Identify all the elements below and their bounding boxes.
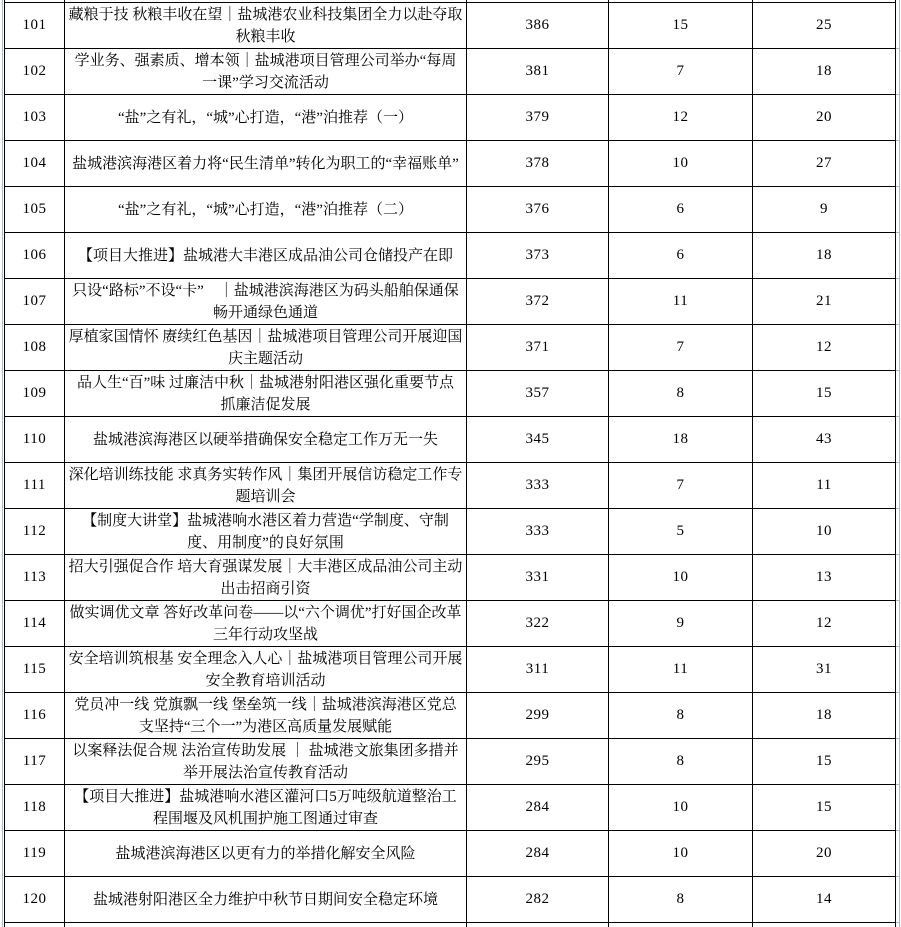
value-cell-1[interactable]: 378 bbox=[467, 141, 609, 187]
table-row-sliver-bottom bbox=[467, 923, 609, 927]
value-cell-3[interactable]: 43 bbox=[753, 417, 896, 463]
value-cell-2[interactable]: 8 bbox=[609, 693, 753, 739]
value-cell-3[interactable]: 12 bbox=[753, 325, 896, 371]
value-cell-2[interactable]: 11 bbox=[609, 647, 753, 693]
title-cell[interactable]: 【制度大讲堂】盐城港响水港区着力营造“学制度、守制度、用制度”的良好氛围 bbox=[65, 509, 467, 555]
value-cell-2[interactable]: 11 bbox=[609, 279, 753, 325]
title-cell[interactable]: “盐”之有礼，“城”心打造，“港”泊推荐（二） bbox=[65, 187, 467, 233]
title-cell[interactable]: 盐城港射阳港区全力维护中秋节日期间安全稳定环境 bbox=[65, 877, 467, 923]
row-number-cell[interactable]: 119 bbox=[5, 831, 65, 877]
value-cell-1[interactable]: 284 bbox=[467, 831, 609, 877]
row-number-cell[interactable]: 118 bbox=[5, 785, 65, 831]
value-cell-2[interactable]: 8 bbox=[609, 877, 753, 923]
value-cell-1[interactable]: 357 bbox=[467, 371, 609, 417]
value-cell-1[interactable]: 386 bbox=[467, 3, 609, 49]
row-number-cell[interactable]: 120 bbox=[5, 877, 65, 923]
row-number-cell[interactable]: 102 bbox=[5, 49, 65, 95]
row-number-cell[interactable]: 114 bbox=[5, 601, 65, 647]
row-number-cell[interactable]: 110 bbox=[5, 417, 65, 463]
value-cell-1[interactable]: 299 bbox=[467, 693, 609, 739]
title-cell[interactable]: 党员冲一线 党旗飘一线 堡垒筑一线｜盐城港滨海港区党总支坚持“三个一”为港区高质量发展赋能 bbox=[65, 693, 467, 739]
value-cell-2[interactable]: 7 bbox=[609, 49, 753, 95]
row-number-cell[interactable]: 116 bbox=[5, 693, 65, 739]
title-cell[interactable]: 盐城港滨海港区以硬举措确保安全稳定工作万无一失 bbox=[65, 417, 467, 463]
table-row-sliver-bottom bbox=[65, 923, 467, 927]
value-cell-2[interactable]: 12 bbox=[609, 95, 753, 141]
value-cell-2[interactable]: 6 bbox=[609, 187, 753, 233]
value-cell-3[interactable]: 18 bbox=[753, 49, 896, 95]
value-cell-1[interactable]: 333 bbox=[467, 463, 609, 509]
value-cell-2[interactable]: 5 bbox=[609, 509, 753, 555]
title-cell[interactable]: 盐城港滨海港区以更有力的举措化解安全风险 bbox=[65, 831, 467, 877]
value-cell-3[interactable]: 15 bbox=[753, 785, 896, 831]
value-cell-1[interactable]: 284 bbox=[467, 785, 609, 831]
row-number-cell[interactable]: 117 bbox=[5, 739, 65, 785]
row-number-cell[interactable]: 107 bbox=[5, 279, 65, 325]
value-cell-1[interactable]: 322 bbox=[467, 601, 609, 647]
title-cell[interactable]: “盐”之有礼，“城”心打造，“港”泊推荐（一） bbox=[65, 95, 467, 141]
table-row-sliver-bottom bbox=[5, 923, 65, 927]
value-cell-1[interactable]: 282 bbox=[467, 877, 609, 923]
value-cell-3[interactable]: 18 bbox=[753, 233, 896, 279]
row-number-cell[interactable]: 113 bbox=[5, 555, 65, 601]
title-cell[interactable]: 以案释法促合规 法治宣传助发展 ｜ 盐城港文旅集团多措并举开展法治宣传教育活动 bbox=[65, 739, 467, 785]
row-number-cell[interactable]: 109 bbox=[5, 371, 65, 417]
value-cell-2[interactable]: 6 bbox=[609, 233, 753, 279]
value-cell-1[interactable]: 311 bbox=[467, 647, 609, 693]
value-cell-3[interactable]: 21 bbox=[753, 279, 896, 325]
value-cell-3[interactable]: 25 bbox=[753, 3, 896, 49]
value-cell-3[interactable]: 14 bbox=[753, 877, 896, 923]
value-cell-1[interactable]: 345 bbox=[467, 417, 609, 463]
value-cell-2[interactable]: 7 bbox=[609, 325, 753, 371]
value-cell-2[interactable]: 10 bbox=[609, 555, 753, 601]
value-cell-2[interactable]: 10 bbox=[609, 831, 753, 877]
row-number-cell[interactable]: 111 bbox=[5, 463, 65, 509]
title-cell[interactable]: 品人生“百”味 过廉洁中秋｜盐城港射阳港区强化重要节点 抓廉洁促发展 bbox=[65, 371, 467, 417]
title-cell[interactable]: 藏粮于技 秋粮丰收在望｜盐城港农业科技集团全力以赴夺取秋粮丰收 bbox=[65, 3, 467, 49]
row-number-cell[interactable]: 112 bbox=[5, 509, 65, 555]
value-cell-2[interactable]: 10 bbox=[609, 141, 753, 187]
title-cell[interactable]: 盐城港滨海港区着力将“民生清单”转化为职工的“幸福账单” bbox=[65, 141, 467, 187]
value-cell-2[interactable]: 15 bbox=[609, 3, 753, 49]
value-cell-3[interactable]: 11 bbox=[753, 463, 896, 509]
title-cell[interactable]: 厚植家国情怀 赓续红色基因｜盐城港项目管理公司开展迎国庆主题活动 bbox=[65, 325, 467, 371]
row-number-cell[interactable]: 105 bbox=[5, 187, 65, 233]
value-cell-1[interactable]: 376 bbox=[467, 187, 609, 233]
title-cell[interactable]: 招大引强促合作 培大育强谋发展｜大丰港区成品油公司主动出击招商引资 bbox=[65, 555, 467, 601]
title-cell[interactable]: 做实调优文章 答好改革问卷——以“六个调优”打好国企改革三年行动攻坚战 bbox=[65, 601, 467, 647]
value-cell-1[interactable]: 372 bbox=[467, 279, 609, 325]
value-cell-1[interactable]: 373 bbox=[467, 233, 609, 279]
row-number-cell[interactable]: 101 bbox=[5, 3, 65, 49]
row-number-cell[interactable]: 115 bbox=[5, 647, 65, 693]
value-cell-3[interactable]: 9 bbox=[753, 187, 896, 233]
title-cell[interactable]: 只设“路标”不设“卡” ｜盐城港滨海港区为码头船舶保通保畅开通绿色通道 bbox=[65, 279, 467, 325]
title-cell[interactable]: 【项目大推进】盐城港大丰港区成品油公司仓储投产在即 bbox=[65, 233, 467, 279]
value-cell-3[interactable]: 18 bbox=[753, 693, 896, 739]
value-cell-1[interactable]: 379 bbox=[467, 95, 609, 141]
value-cell-3[interactable]: 31 bbox=[753, 647, 896, 693]
title-cell[interactable]: 【项目大推进】盐城港响水港区灌河口5万吨级航道整治工程围堰及风机围护施工图通过审查 bbox=[65, 785, 467, 831]
table-row-sliver-bottom bbox=[609, 923, 753, 927]
title-cell[interactable]: 安全培训筑根基 安全理念入人心｜盐城港项目管理公司开展安全教育培训活动 bbox=[65, 647, 467, 693]
value-cell-1[interactable]: 331 bbox=[467, 555, 609, 601]
value-cell-3[interactable]: 27 bbox=[753, 141, 896, 187]
title-cell[interactable]: 学业务、强素质、增本领｜盐城港项目管理公司举办“每周一课”学习交流活动 bbox=[65, 49, 467, 95]
value-cell-3[interactable]: 20 bbox=[753, 95, 896, 141]
table-row-sliver-bottom bbox=[753, 923, 896, 927]
value-cell-1[interactable]: 295 bbox=[467, 739, 609, 785]
value-cell-3[interactable]: 13 bbox=[753, 555, 896, 601]
value-cell-1[interactable]: 333 bbox=[467, 509, 609, 555]
value-cell-2[interactable]: 18 bbox=[609, 417, 753, 463]
value-cell-3[interactable]: 15 bbox=[753, 739, 896, 785]
value-cell-1[interactable]: 381 bbox=[467, 49, 609, 95]
sheet-gridline-right bbox=[899, 0, 900, 927]
title-cell[interactable]: 深化培训练技能 求真务实转作风｜集团开展信访稳定工作专题培训会 bbox=[65, 463, 467, 509]
value-cell-2[interactable]: 8 bbox=[609, 739, 753, 785]
row-number-cell[interactable]: 106 bbox=[5, 233, 65, 279]
value-cell-2[interactable]: 10 bbox=[609, 785, 753, 831]
value-cell-3[interactable]: 15 bbox=[753, 371, 896, 417]
value-cell-1[interactable]: 371 bbox=[467, 325, 609, 371]
value-cell-3[interactable]: 10 bbox=[753, 509, 896, 555]
row-number-cell[interactable]: 104 bbox=[5, 141, 65, 187]
report-table bbox=[4, 0, 895, 927]
row-number-cell[interactable]: 103 bbox=[5, 95, 65, 141]
value-cell-2[interactable]: 7 bbox=[609, 463, 753, 509]
value-cell-2[interactable]: 9 bbox=[609, 601, 753, 647]
value-cell-3[interactable]: 12 bbox=[753, 601, 896, 647]
value-cell-3[interactable]: 20 bbox=[753, 831, 896, 877]
value-cell-2[interactable]: 8 bbox=[609, 371, 753, 417]
sheet-gridline-left bbox=[2, 0, 3, 927]
row-number-cell[interactable]: 108 bbox=[5, 325, 65, 371]
